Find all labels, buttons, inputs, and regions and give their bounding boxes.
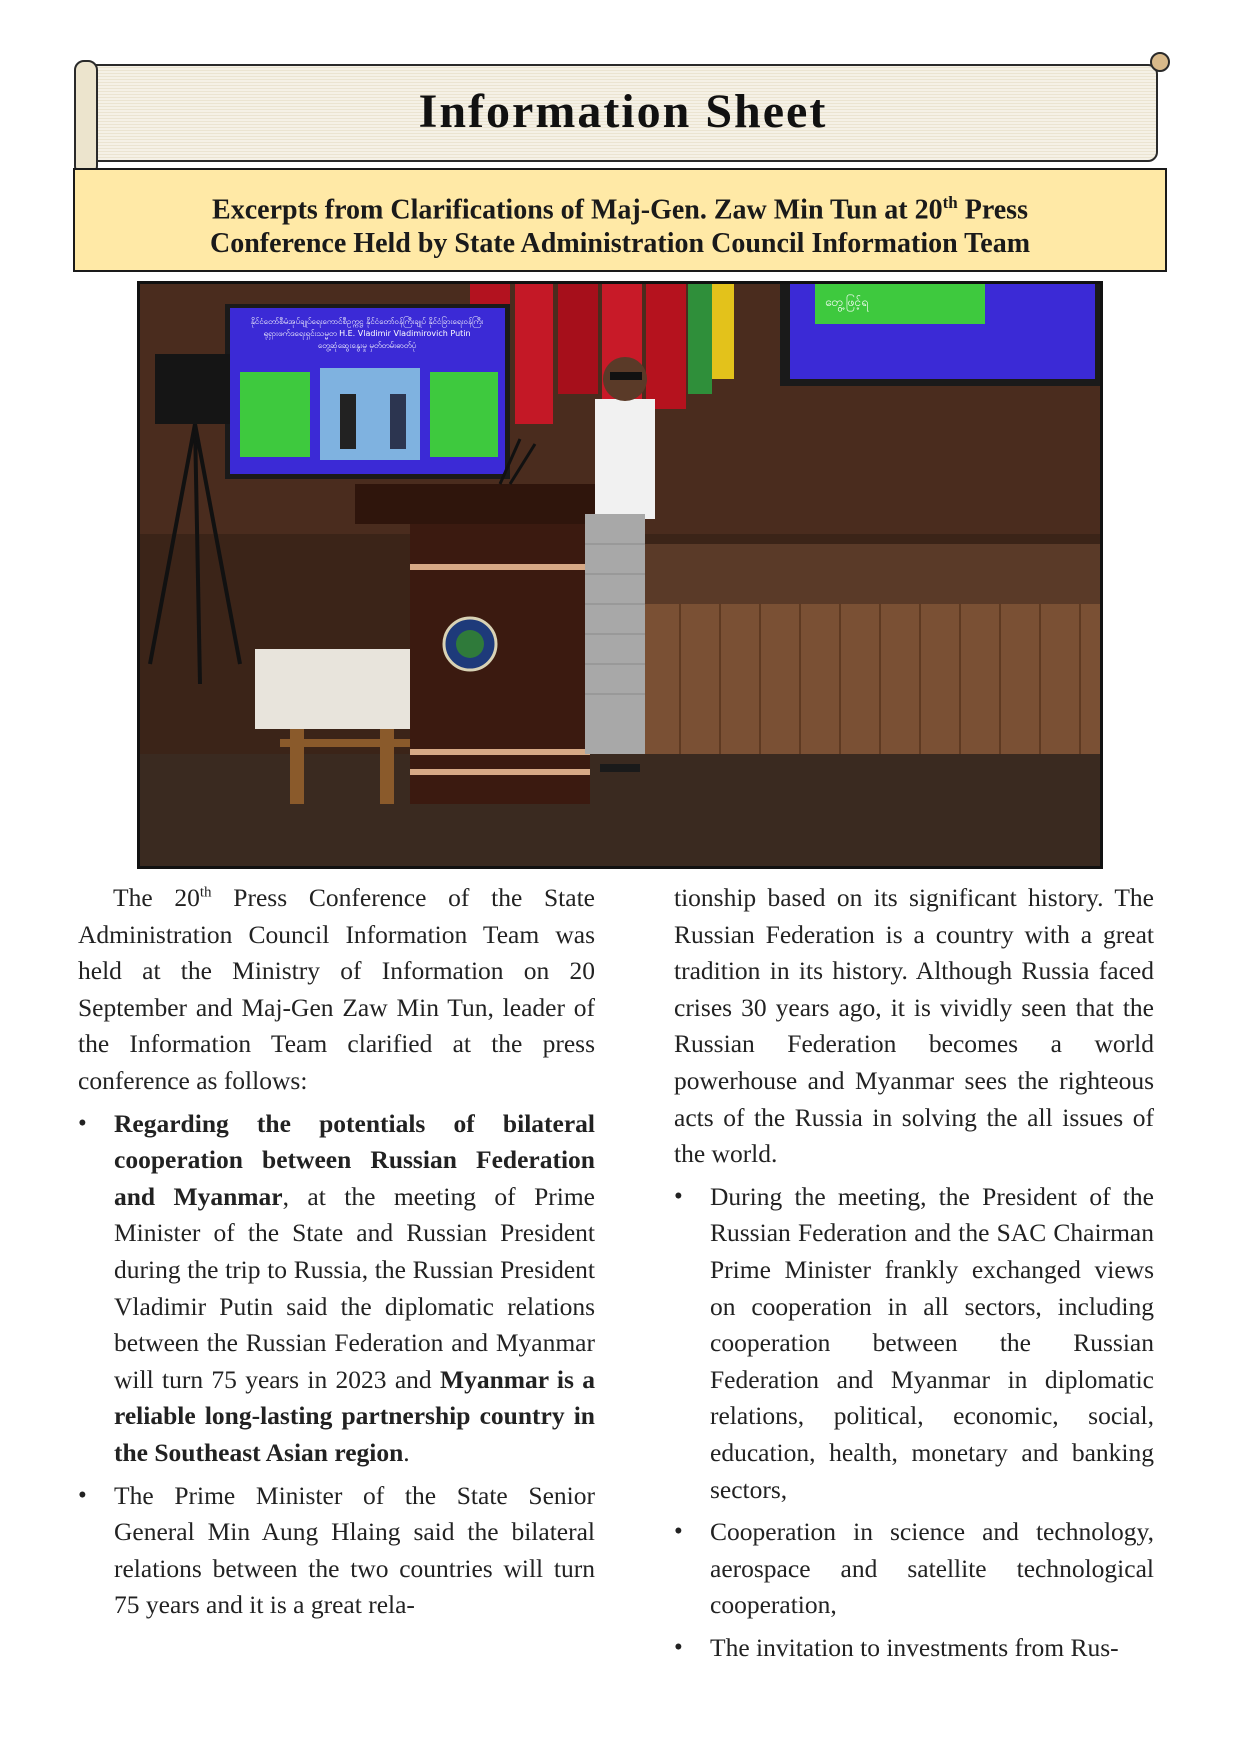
bullet1-text-2: .	[403, 1437, 410, 1467]
bullet2-text: The Prime Minister of the State Senior General Min Aung Hlaing said the bilateral relations between the two countries will turn 75 years and it is a great rela-	[114, 1480, 595, 1620]
bullet-icon: •	[674, 1182, 683, 1210]
right-screen-caption: တွေ့ဖြင့်ရ	[825, 295, 869, 309]
subtitle-line-2: Conference Held by State Administration Council Information Team	[209, 228, 1031, 260]
title-banner	[74, 60, 1172, 168]
left-display-screen	[225, 304, 510, 479]
bullet1-text-1: , at the meeting of Prime Minister of the State and Russian President during the trip to Russia, the Russian President Vladimir Putin said the diplomatic relations between the Russian Federation and Myanmar will turn 75 years in 2023 and	[114, 1181, 595, 1394]
left-column	[78, 880, 595, 1630]
bullet1-bold-1: Regarding the potentials of bilateral cooperation between Russian Federation and Myanmar	[114, 1108, 595, 1211]
screen-caption-1: နိုင်ငံတော်စီမံအုပ်ချုပ်ရေးကောင်စီဥက္ကဋ္ဌ နိုင်ငံတော်ဝန်ကြီးချုပ် နိုင်ငံခြားရေးဝန်ကြီး	[250, 317, 484, 326]
bullet-icon: •	[78, 1109, 87, 1137]
list-item	[674, 1179, 1154, 1508]
right-bullet-list	[674, 1179, 1154, 1667]
subtitle-line-1-prefix: Excerpts from Clarifications of Maj-Gen. Zaw Min Tun at 20	[212, 194, 943, 226]
bullet-icon: •	[78, 1481, 87, 1509]
continuation-paragraph: tionship based on its significant history. The Russian Federation is a country with a great tradition in its history. Although Russia faced crises 30 years ago, it is vividly seen that the Russian Federation becomes a world powerhouse and Myanmar sees the righteous acts of the Russia in solving the all issues of the world.	[674, 883, 1154, 1169]
press-conference-photo	[137, 281, 1103, 869]
intro-text-1: The 20	[113, 883, 200, 912]
speaker	[585, 357, 655, 772]
bullet3-text: During the meeting, the President of the Russian Federation and the SAC Chairman Prime Minister frankly exchanged views on cooperation in all sectors, including cooperation between the Russian Federation and Myanmar in diplomatic relations, political, economic, social, education, health, monetary and banking sectors,	[710, 1181, 1154, 1504]
screen-caption-3: တွေ့ဆုံဆွေးနွေးမှု မှတ်တမ်းဓာတ်ပုံ	[317, 341, 417, 350]
list-item	[78, 1106, 595, 1472]
subtitle-box	[73, 168, 1167, 272]
camera-body	[155, 354, 230, 424]
left-bullet-list	[78, 1106, 595, 1624]
subtitle-ordinal-suffix: th	[942, 193, 958, 212]
subtitle-line-1	[75, 186, 1165, 227]
scroll-curl-right	[1150, 52, 1170, 72]
right-column	[674, 880, 1154, 1672]
bullet5-text: The invitation to investments from Rus-	[710, 1632, 1119, 1662]
right-display-screen	[780, 284, 1100, 386]
intro-ordinal-suffix: th	[199, 884, 212, 901]
bullet1-bold-2: Myanmar is a reliable long-lasting partnership country in the Southeast Asian region	[114, 1364, 596, 1467]
list-item	[78, 1478, 595, 1624]
intro-text-2: Press Conference of the State Administration Council Information Team was held at the Ministry of Information on 20 September and Maj-Gen Zaw Min Tun, leader of the Information Team clarified at the press conference as follows:	[78, 883, 595, 1095]
photo-illustration	[140, 284, 1100, 866]
screen-caption-2: ရုရှားဖက်ဒရေးရှင်းသမ္မတ H.E. Vladimir Vladimirovich Putin	[263, 329, 471, 338]
subtitle-line-1-suffix: Press	[957, 194, 1028, 226]
bullet4-text: Cooperation in science and technology, aerospace and satellite technological cooperation,	[710, 1517, 1154, 1620]
bullet-icon: •	[674, 1633, 683, 1661]
bullet-icon: •	[674, 1518, 683, 1546]
list-item	[674, 1514, 1154, 1624]
intro-paragraph	[78, 880, 595, 1100]
page-title: Information Sheet	[418, 85, 828, 138]
list-item	[674, 1630, 1154, 1667]
